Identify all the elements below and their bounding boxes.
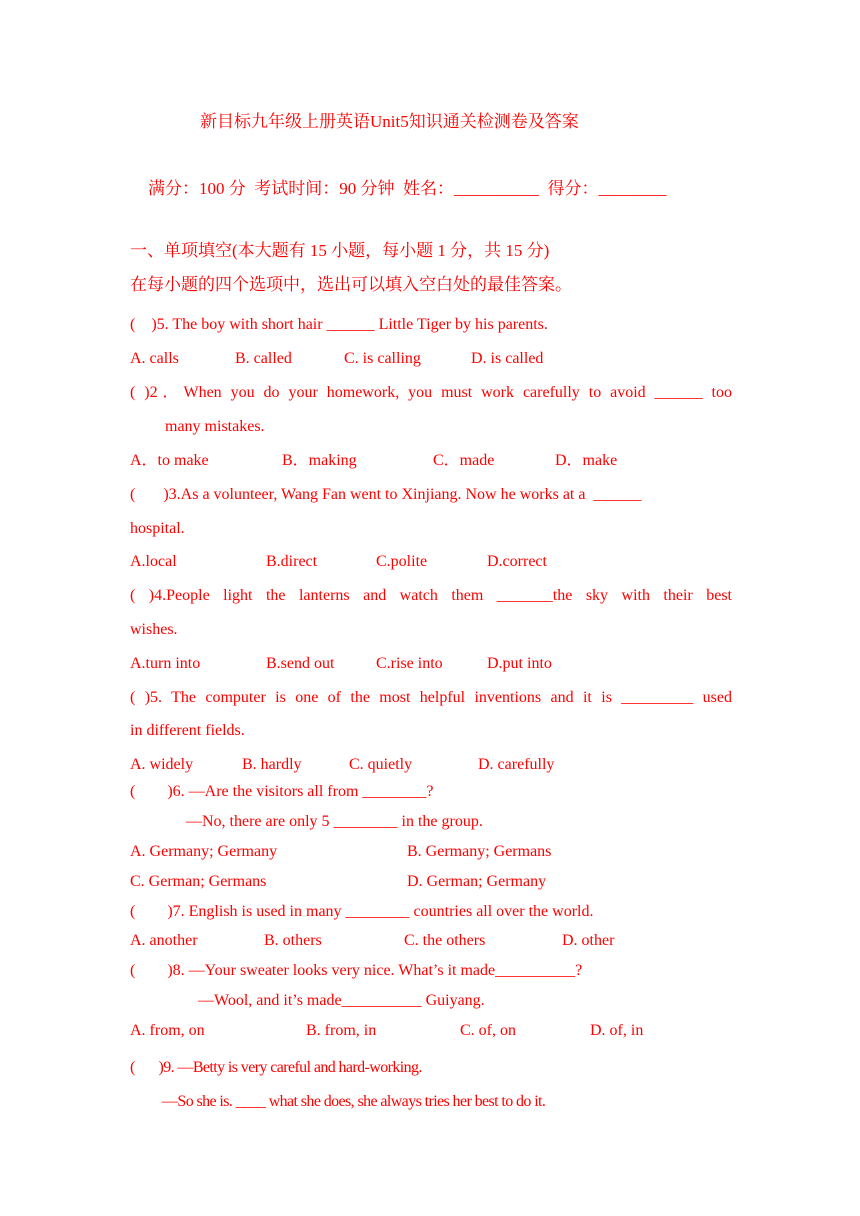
question-4-option-d: D.put into <box>487 655 552 672</box>
exam-meta-line: 满分：100 分 考试时间：90 分钟 姓名：__________ 得分：________ <box>148 179 667 198</box>
question-3-option-d: D.correct <box>487 553 547 570</box>
question-2-option-c: C．made <box>433 452 495 469</box>
question-2-stem-continued: many mistakes. <box>165 418 265 435</box>
question-9-reply: —So she is. ____ what she does, she always tries her best to do it. <box>162 1093 546 1110</box>
question-1-option-b: B. called <box>235 350 292 367</box>
question-8-stem: ( )8. —Your sweater looks very nice. What’s it made__________? <box>130 962 583 979</box>
question-9-stem: ( )9. —Betty is very careful and hard-working. <box>130 1059 422 1076</box>
question-3-stem: ( )3.As a volunteer, Wang Fan went to Xinjiang. Now he works at a ______ <box>130 486 642 503</box>
question-2-option-d: D．make <box>555 452 618 469</box>
question-6-option-c: C. German; Germans <box>130 873 267 890</box>
question-6-option-a: A. Germany; Germany <box>130 843 278 860</box>
question-5-option-c: C. quietly <box>349 756 413 773</box>
question-7-option-a: A. another <box>130 932 198 949</box>
question-3-option-c: C.polite <box>376 553 428 570</box>
question-4-stem-continued: wishes. <box>130 621 178 638</box>
question-5-option-d: D. carefully <box>478 756 555 773</box>
question-3-stem-continued: hospital. <box>130 520 185 537</box>
question-8-reply: —Wool, and it’s made__________ Guiyang. <box>198 992 485 1009</box>
question-2-stem: ( )2．When you do your homework, you must work carefully to avoid ______ too <box>130 384 732 401</box>
question-6-reply: —No, there are only 5 ________ in the group. <box>186 813 483 830</box>
question-2-option-a: A．to make <box>130 452 209 469</box>
question-5-stem: ( )5. The computer is one of the most helpful inventions and it is _________ used <box>130 689 732 706</box>
question-1-stem: ( )5. The boy with short hair ______ Little Tiger by his parents. <box>130 316 548 333</box>
question-6-option-b: B. Germany; Germans <box>407 843 552 860</box>
question-8-option-b: B. from, in <box>306 1022 377 1039</box>
question-1-option-d: D. is called <box>471 350 544 367</box>
section-instruction: 在每小题的四个选项中，选出可以填入空白处的最佳答案。 <box>130 275 572 294</box>
question-5-stem-continued: in different fields. <box>130 722 245 739</box>
question-8-option-c: C. of, on <box>460 1022 516 1039</box>
question-1-option-a: A. calls <box>130 350 179 367</box>
question-1-option-c: C. is calling <box>344 350 421 367</box>
section-heading: 一、单项填空(本大题有 15 小题，每小题 1 分，共 15 分) <box>130 241 550 260</box>
question-6-option-d: D. German; Germany <box>407 873 547 890</box>
question-7-option-b: B. others <box>264 932 322 949</box>
question-3-option-b: B.direct <box>266 553 318 570</box>
question-8-option-a: A. from, on <box>130 1022 205 1039</box>
question-7-option-c: C. the others <box>404 932 486 949</box>
question-4-option-c: C.rise into <box>376 655 443 672</box>
question-6-stem: ( )6. —Are the visitors all from ________? <box>130 783 434 800</box>
question-2-option-b: B．making <box>282 452 357 469</box>
question-7-stem: ( )7. English is used in many ________ countries all over the world. <box>130 903 594 920</box>
question-4-option-b: B.send out <box>266 655 335 672</box>
question-3-option-a: A.local <box>130 553 177 570</box>
question-5-option-b: B. hardly <box>242 756 302 773</box>
question-7-option-d: D. other <box>562 932 615 949</box>
question-8-option-d: D. of, in <box>590 1022 644 1039</box>
document-title: 新目标九年级上册英语Unit5知识通关检测卷及答案 <box>200 112 579 131</box>
question-5-option-a: A. widely <box>130 756 194 773</box>
question-4-stem: ( )4.People light the lanterns and watch them _______the sky with their best <box>130 587 732 604</box>
question-4-option-a: A.turn into <box>130 655 201 672</box>
